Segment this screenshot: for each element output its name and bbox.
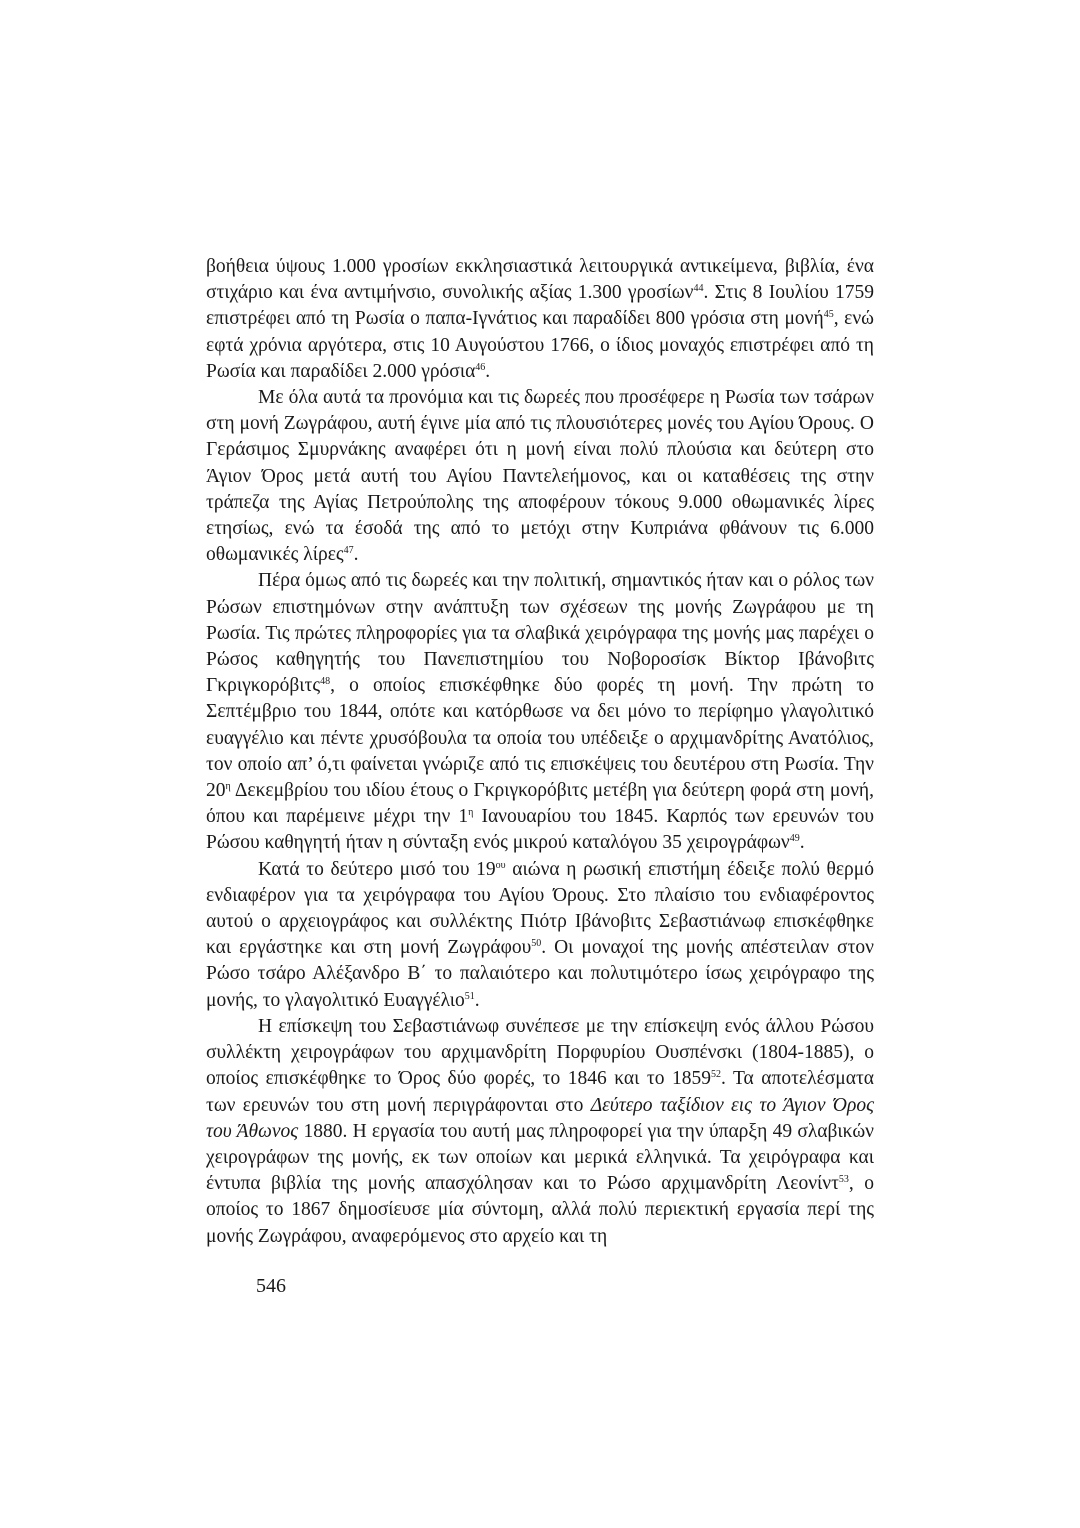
- footnote-ref: 52: [710, 1069, 721, 1081]
- paragraph: [206, 254, 874, 385]
- text-run: . Οι μοναχοί της μονής απέστειλαν στον Ρώσο τσάρο Αλέξανδρο Β΄ το παλαιότερο και πολυτιμότερο ίσως χειρόγραφο της μονής, το γλαγολιτικό Ευαγγέλιο: [206, 937, 874, 1011]
- footnote-ref: 44: [693, 283, 704, 295]
- footnote-ref: 53: [838, 1174, 849, 1186]
- footnote-ref: 51: [464, 990, 475, 1002]
- footnote-ref: 45: [823, 309, 834, 321]
- footnote-ref: 48: [320, 676, 331, 688]
- text-run: Πέρα όμως από τις δωρεές και την πολιτική, σημαντικός ήταν και ο ρόλος των Ρώσων επιστημόνων στην ανάπτυξη των σχέσεων της μονής Ζωγράφου με τη Ρωσία. Τις πρώτες πληροφορίες για τα σλαβικά χειρόγραφα της μονής μας παρέχει ο Ρώσος καθηγητής του Πανεπιστημίου του Νοβοροσίσκ Βίκτορ Ιβάνοβιτς Γκριγκορόβιτς: [206, 570, 874, 697]
- footnote-ref: 46: [475, 361, 486, 373]
- text-run: Η επίσκεψη του Σεβαστιάνωφ συνέπεσε με την επίσκεψη ενός άλλου Ρώσου συλλέκτη χειρογράφων του αρχιμανδρίτη Πορφυρίου Ουσπένσκι (1804-1885), ο οποίος επισκέφθηκε το Όρος δύο φορές, το 1846 και το 1859: [206, 1015, 874, 1090]
- paragraph: [206, 1014, 874, 1250]
- text-run: . Τα αποτελέσματα των ερευνών του στη μονή περιγράφονται στο: [206, 1068, 874, 1116]
- paragraph: [206, 568, 874, 856]
- page-number: 546: [256, 1275, 286, 1297]
- italic-title: Δεύτερο ταξίδιον εις το Άγιον Όρος του Άθωνος: [206, 1094, 874, 1142]
- text-run: Με όλα αυτά τα προνόμια και τις δωρεές που προσέφερε η Ρωσία των τσάρων στη μονή Ζωγράφου, αυτή έγινε μία από τις πλουσιότερες μονές του Αγίου Όρους. Ο Γεράσιμος Σμυρνάκης αναφέρει ότι η μονή είναι πολύ πλούσια και δεύτερη στο Άγιον Όρος μετά αυτή του Αγίου Παντελεήμονος, και οι καταθέσεις της στην τράπεζα της Αγίας Πετρούπολης της αποφέρουν τόκους 9.000 οθωμανικές λίρες ετησίως, ενώ τα έσοδά της από το μετόχι στην Κυπριάνα φθάνουν τις 6.000 οθωμανικές λίρες: [206, 387, 874, 566]
- footnote-ref: 50: [531, 938, 542, 950]
- text-run: .: [485, 360, 491, 382]
- footnote-ref: η: [225, 781, 231, 793]
- text-run: Κατά το δεύτερο μισό του 19: [258, 858, 496, 880]
- text-run: , ο οποίος το 1867 δημοσίευσε μία σύντομη, αλλά πολύ περιεκτική εργασία περί της μονής Ζωγράφου, αναφερόμενος στο αρχείο και τη: [206, 1173, 874, 1247]
- paragraph: [206, 385, 874, 568]
- text-run: 1880. Η εργασία του αυτή μας πληροφορεί για την ύπαρξη 49 σλαβικών χειρογράφων της μονής, εκ των οποίων και μερικά ελληνικά. Τα χειρόγραφα και έντυπα βιβλία της μονής απασχόλησαν και το Ρώσο αρχιμανδρίτη Λεονίντ: [206, 1120, 874, 1195]
- footnote-ref: η: [468, 807, 474, 819]
- text-run: βοήθεια ύψους 1.000 γροσίων εκκλησιαστικά λειτουργικά αντικείμενα, βιβλία, ένα στιχάριο και ένα αντιμήνσιο, συνολικής αξίας 1.300 γροσίων: [206, 256, 874, 304]
- paragraph: [206, 857, 874, 1014]
- text-run: , ενώ εφτά χρόνια αργότερα, στις 10 Αυγούστου 1766, ο ίδιος μοναχός επιστρέφει από τη Ρωσία και παραδίδει 2.000 γρόσια: [206, 308, 875, 382]
- text-run: .: [799, 832, 805, 854]
- text-run: .: [474, 989, 480, 1011]
- text-run: Ιανουαρίου του 1845. Καρπός των ερευνών του Ρώσου καθηγητή ήταν η σύνταξη ενός μικρού καταλόγου 35 χειρογράφων: [206, 806, 875, 854]
- text-run: , ο οποίος επισκέφθηκε δύο φορές τη μονή. Την πρώτη το Σεπτέμβριο του 1844, οπότε και κατόρθωσε να δει μόνο το περίφημο γλαγολιτικό ευαγγέλιο και πέντε χρυσόβουλα τα οποία του υπέδειξε ο αρχιμανδρίτης Ανατόλιος, τον οποίο απ’ ό,τι φαίνεται γνώριζε από τις επισκέψεις του δευτέρου στη Ρωσία. Την 20: [206, 675, 874, 802]
- body-text: [206, 254, 874, 1250]
- footnote-ref: 49: [789, 833, 800, 845]
- text-run: αιώνα η ρωσική επιστήμη έδειξε πολύ θερμό ενδιαφέρον για τα χειρόγραφα του Αγίου Όρους. Στο πλαίσιο του ενδιαφέροντος αυτού ο αρχειογράφος και συλλέκτης Πιότρ Ιβάνοβιτς Σεβαστιάνωφ επισκέφθηκε και εργάστηκε και στη μονή Ζωγράφου: [206, 858, 874, 959]
- footnote-ref: 47: [343, 545, 354, 557]
- text-run: Δεκεμβρίου του ιδίου έτους ο Γκριγκορόβιτς μετέβη για δεύτερη φορά στη μονή, όπου και παρέμεινε μέχρι την 1: [206, 780, 874, 828]
- text-run: .: [353, 544, 359, 566]
- text-run: . Στις 8 Ιουλίου 1759 επιστρέφει από τη Ρωσία ο παπα-Ιγνάτιος και παραδίδει 800 γρόσια στη μονή: [206, 282, 874, 330]
- footnote-ref: ου: [495, 859, 506, 871]
